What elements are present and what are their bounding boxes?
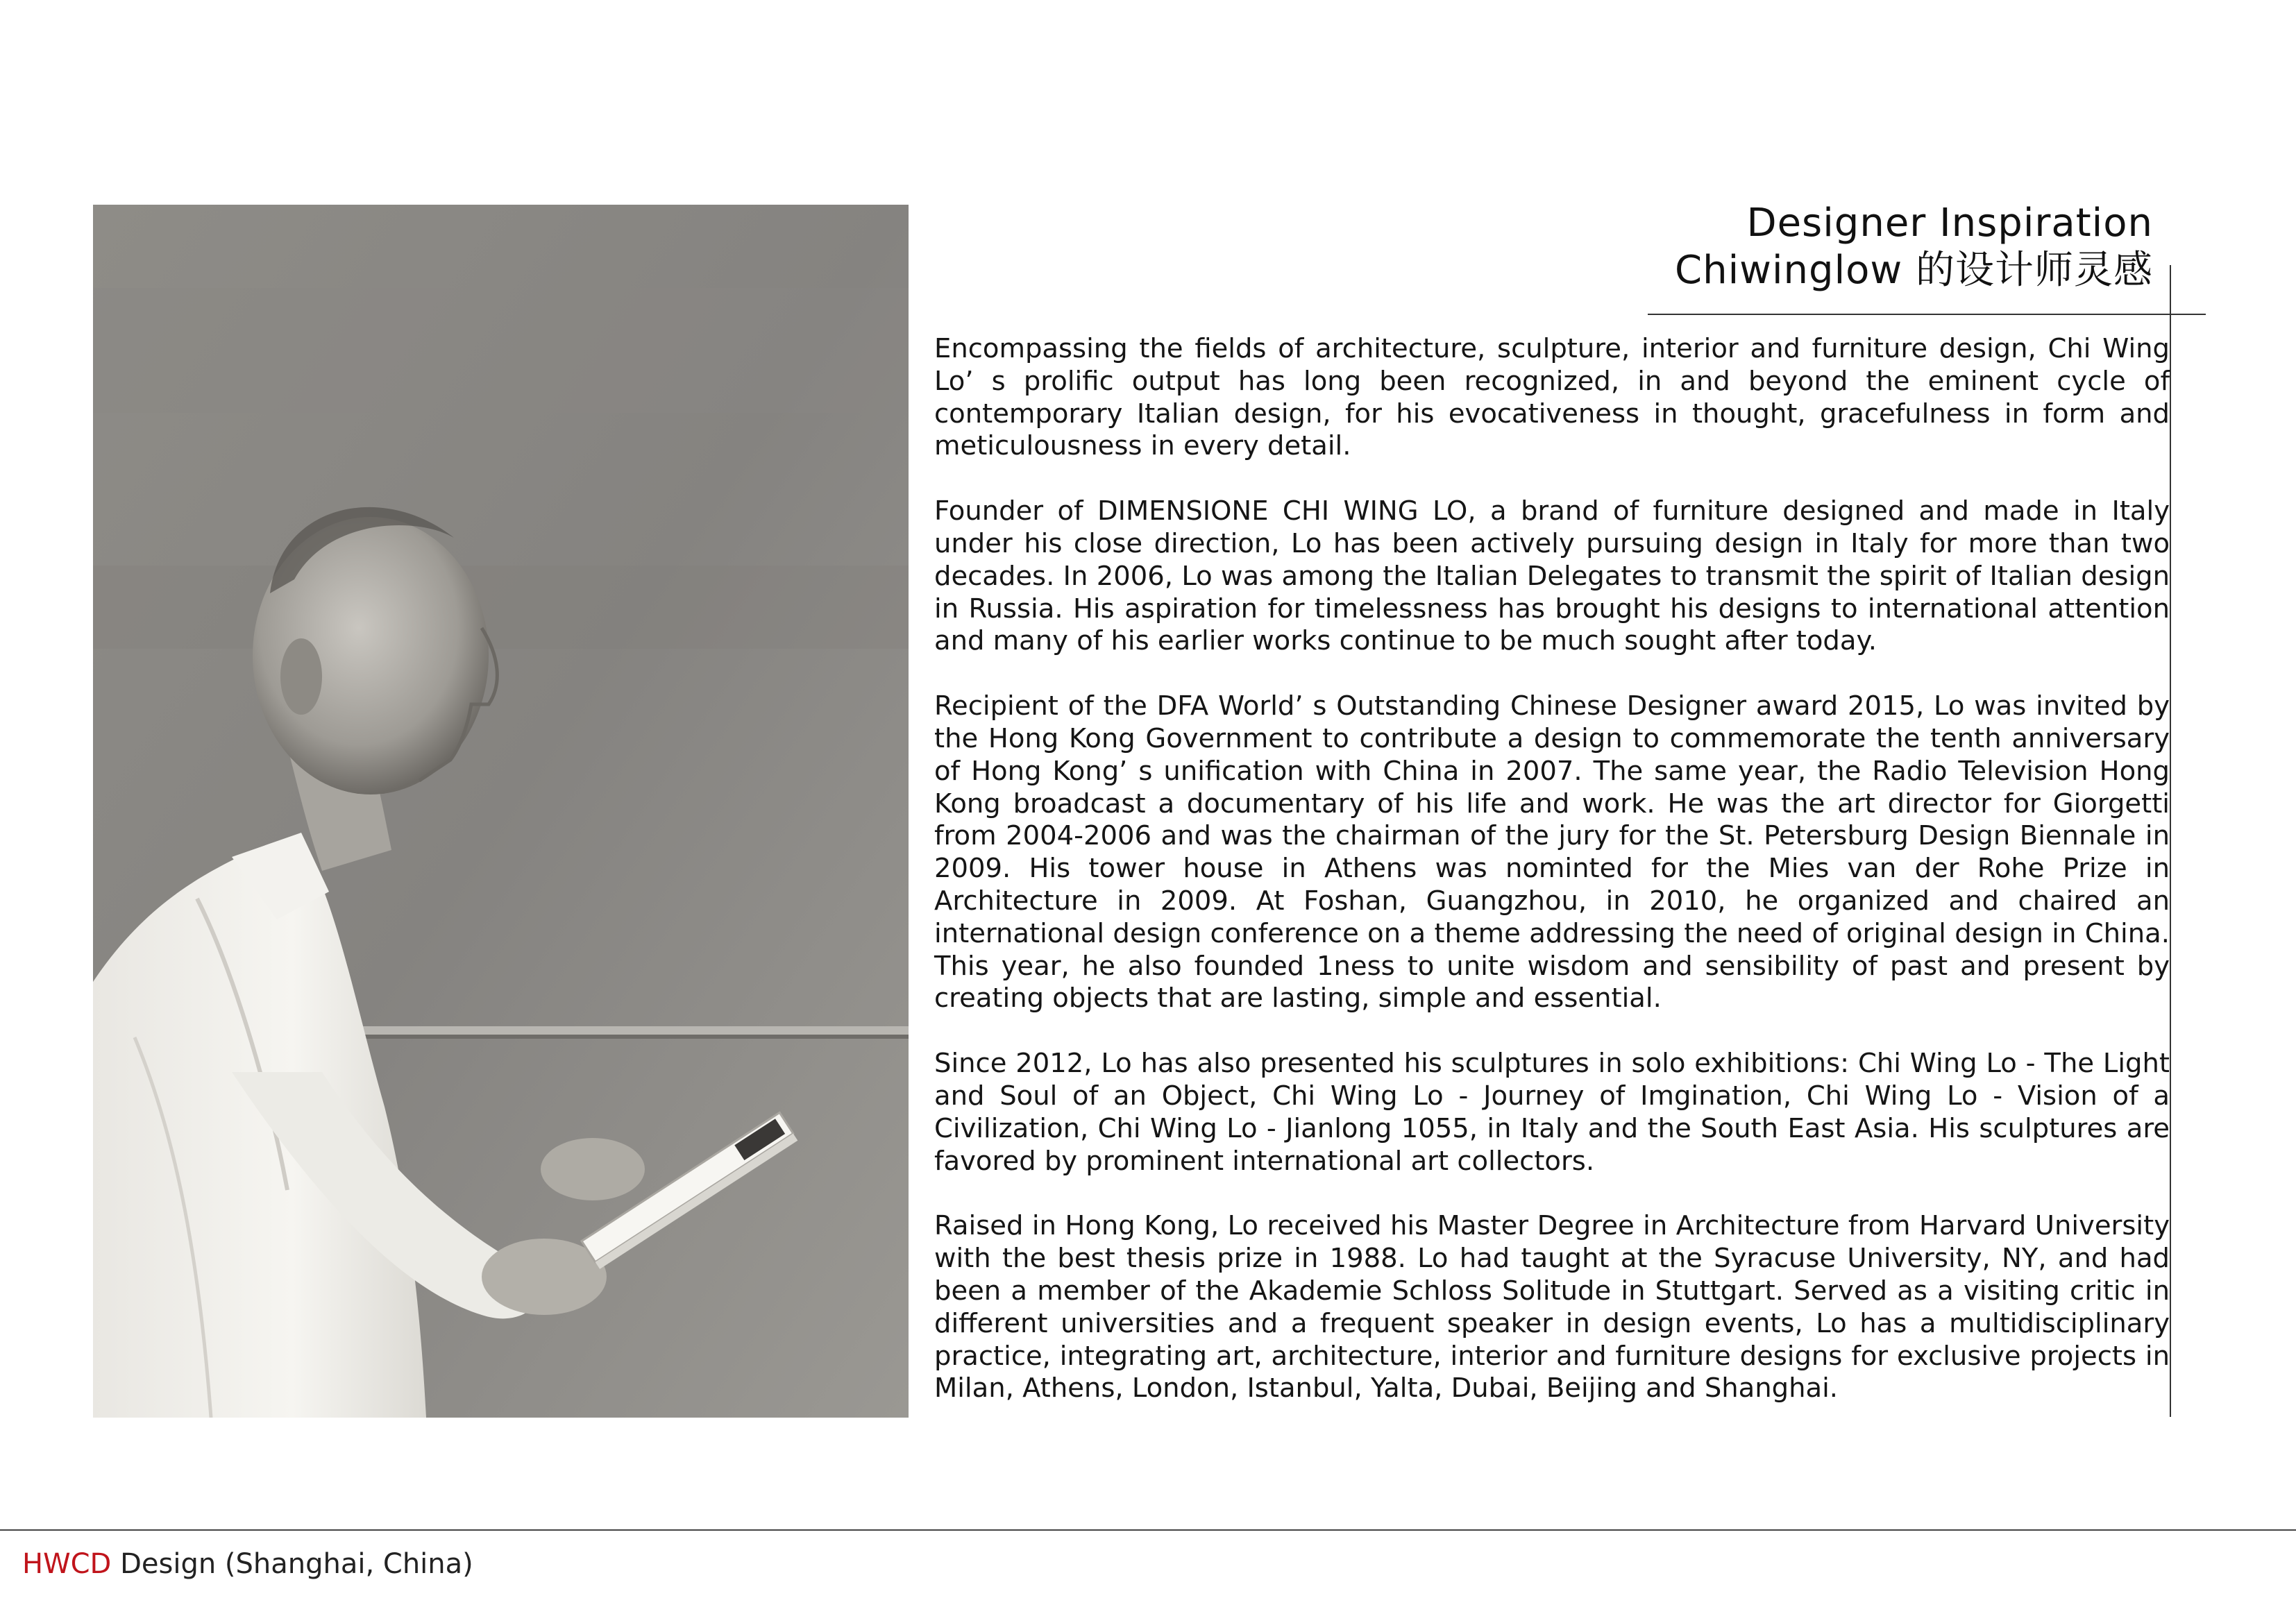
heading-divider: [1648, 314, 2206, 315]
biography-paragraph: Encompassing the fields of architecture, sculpture, interior and furniture design, Chi Wing Lo’ s prolific output has long been recognized, in and beyond the eminent cycle of contemporary Italian design, for his evocativeness in thought, gracefulness in form and meticulousness in every detail.: [934, 333, 2170, 462]
footer: [22, 1545, 473, 1583]
footer-divider: [0, 1529, 2296, 1531]
biography-paragraph: Since 2012, Lo has also presented his sculptures in solo exhibitions: Chi Wing Lo - The Light and Soul of an Object, Chi Wing Lo - Journey of Imgination, Chi Wing Lo - Vision of a Civilization, Chi Wing Lo - Jianlong 1055, in Italy and the South East Asia. His sculptures are favored by prominent international art collectors.: [934, 1048, 2170, 1177]
footer-brand: HWCD: [22, 1548, 112, 1580]
vertical-divider: [2170, 265, 2171, 1417]
biography-paragraph: Raised in Hong Kong, Lo received his Master Degree in Architecture from Harvard University with the best thesis prize in 1988. Lo had taught at the Syracuse University, NY, and had been a member of the Akademie Schloss Solitude in Stuttgart. Served as a visiting critic in different universities and a frequent speaker in design events, Lo has a multidisciplinary practice, integrating art, architecture, interior and furniture designs for exclusive projects in Milan, Athens, London, Istanbul, Yalta, Dubai, Beijing and Shanghai.: [934, 1210, 2170, 1404]
heading-title: Designer Inspiration: [1746, 201, 2153, 246]
section-heading: [1675, 200, 2153, 294]
heading-subtitle: Chiwinglow 的设计师灵感: [1675, 248, 2153, 293]
designer-portrait-photo: [93, 205, 909, 1418]
biography-paragraph: Founder of DIMENSIONE CHI WING LO, a brand of furniture designed and made in Italy under his close direction, Lo has been actively pursuing design in Italy for more than two decades. In 2006, Lo was among the Italian Delegates to transmit the spirit of Italian design in Russia. His aspiration for timelessness has brought his designs to international attention and many of his earlier works continue to be much sought after today.: [934, 495, 2170, 657]
footer-text: Design (Shanghai, China): [111, 1548, 473, 1580]
biography-paragraph: Recipient of the DFA World’ s Outstanding Chinese Designer award 2015, Lo was invited by the Hong Kong Government to contribute a design to commemorate the tenth anniversary of Hong Kong’ s unification with China in 2007. The same year, the Radio Television Hong Kong broadcast a documentary of his life and work. He was the art director for Giorgetti from 2004-2006 and was the chairman of the jury for the St. Petersburg Design Biennale in 2009. His tower house in Athens was nominted for the Mies van der Rohe Prize in Architecture in 2009. At Foshan, Guangzhou, in 2010, he organized and chaired an international design conference on a theme addressing the need of original design in China. This year, he also founded 1ness to unite wisdom and sensibility of past and present by creating objects that are lasting, simple and essential.: [934, 690, 2170, 1014]
portrait-illustration: [93, 205, 909, 1418]
biography-text: [934, 333, 2170, 1438]
